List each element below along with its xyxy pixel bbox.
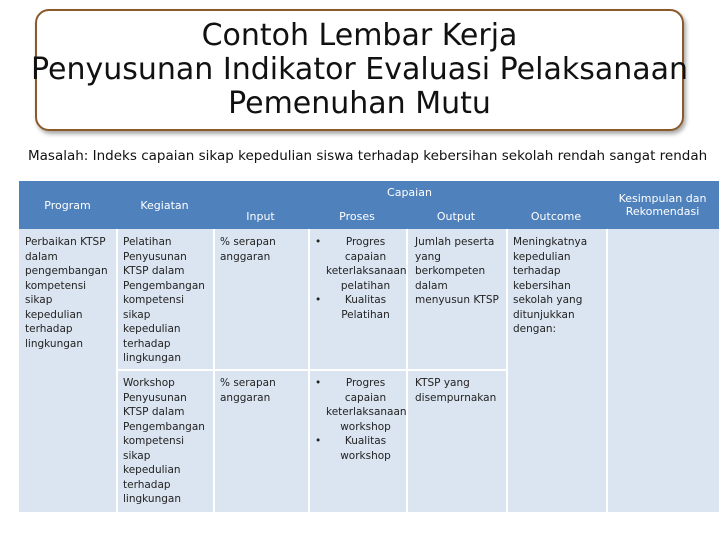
- row-1-kegiatan: Pelatihan Penyusunan KTSP dalam Pengembangan kompetensi sikap kepedulian terhadap lingkungan: [123, 236, 205, 364]
- row-2-proses-item: • Progres capaian keterlaksanaan workshop: [315, 376, 405, 434]
- row-1-proses-item: • Progres capaian keterlaksanaan pelatihan: [315, 235, 405, 293]
- row-2-proses-item: • Kualitas workshop: [315, 434, 405, 463]
- title-line-3: Pemenuhan Mutu: [228, 86, 491, 121]
- header-outcome: Outcome: [506, 203, 606, 229]
- row-2-output: KTSP yang disempurnakan: [415, 377, 497, 404]
- row-1-input: % serapan anggaran: [220, 236, 276, 263]
- row-2-kegiatan: Workshop Penyusunan KTSP dalam Pengembangan kompetensi sikap kepedulian terhadap lingkungan: [123, 377, 205, 505]
- outcome-cell: Meningkatnya kepedulian terhadap kebersihan sekolah yang ditunjukkan dengan:: [513, 236, 588, 335]
- header-kesimpulan: Kesimpulan dan Rekomendasi: [606, 181, 719, 229]
- title-line-1: Contoh Lembar Kerja: [201, 18, 518, 53]
- worksheet-table: [19, 181, 719, 512]
- header-capaian: Capaian: [213, 181, 606, 203]
- header-program: Program: [19, 181, 116, 229]
- problem-statement: Masalah: Indeks capaian sikap kepedulian siswa terhadap kebersihan sekolah rendah sangat rendah: [28, 148, 708, 164]
- title-line-2: Penyusunan Indikator Evaluasi Pelaksanaan: [31, 52, 689, 87]
- row-1-output: Jumlah peserta yang berkompeten dalam menyusun KTSP: [415, 236, 499, 306]
- header-input: Input: [213, 203, 308, 229]
- row-2-input: % serapan anggaran: [220, 377, 276, 404]
- row-2-proses: [315, 376, 405, 463]
- header-kegiatan: Kegiatan: [116, 181, 213, 229]
- row-1-proses: [315, 235, 405, 322]
- header-output: Output: [406, 203, 506, 229]
- header-proses: Proses: [308, 203, 406, 229]
- program-cell: Perbaikan KTSP dalam pengembangan kompetensi sikap kepedulian terhadap lingkungan: [25, 236, 108, 350]
- row-1-proses-item: • Kualitas Pelatihan: [315, 293, 405, 322]
- title-box: [31, 9, 689, 131]
